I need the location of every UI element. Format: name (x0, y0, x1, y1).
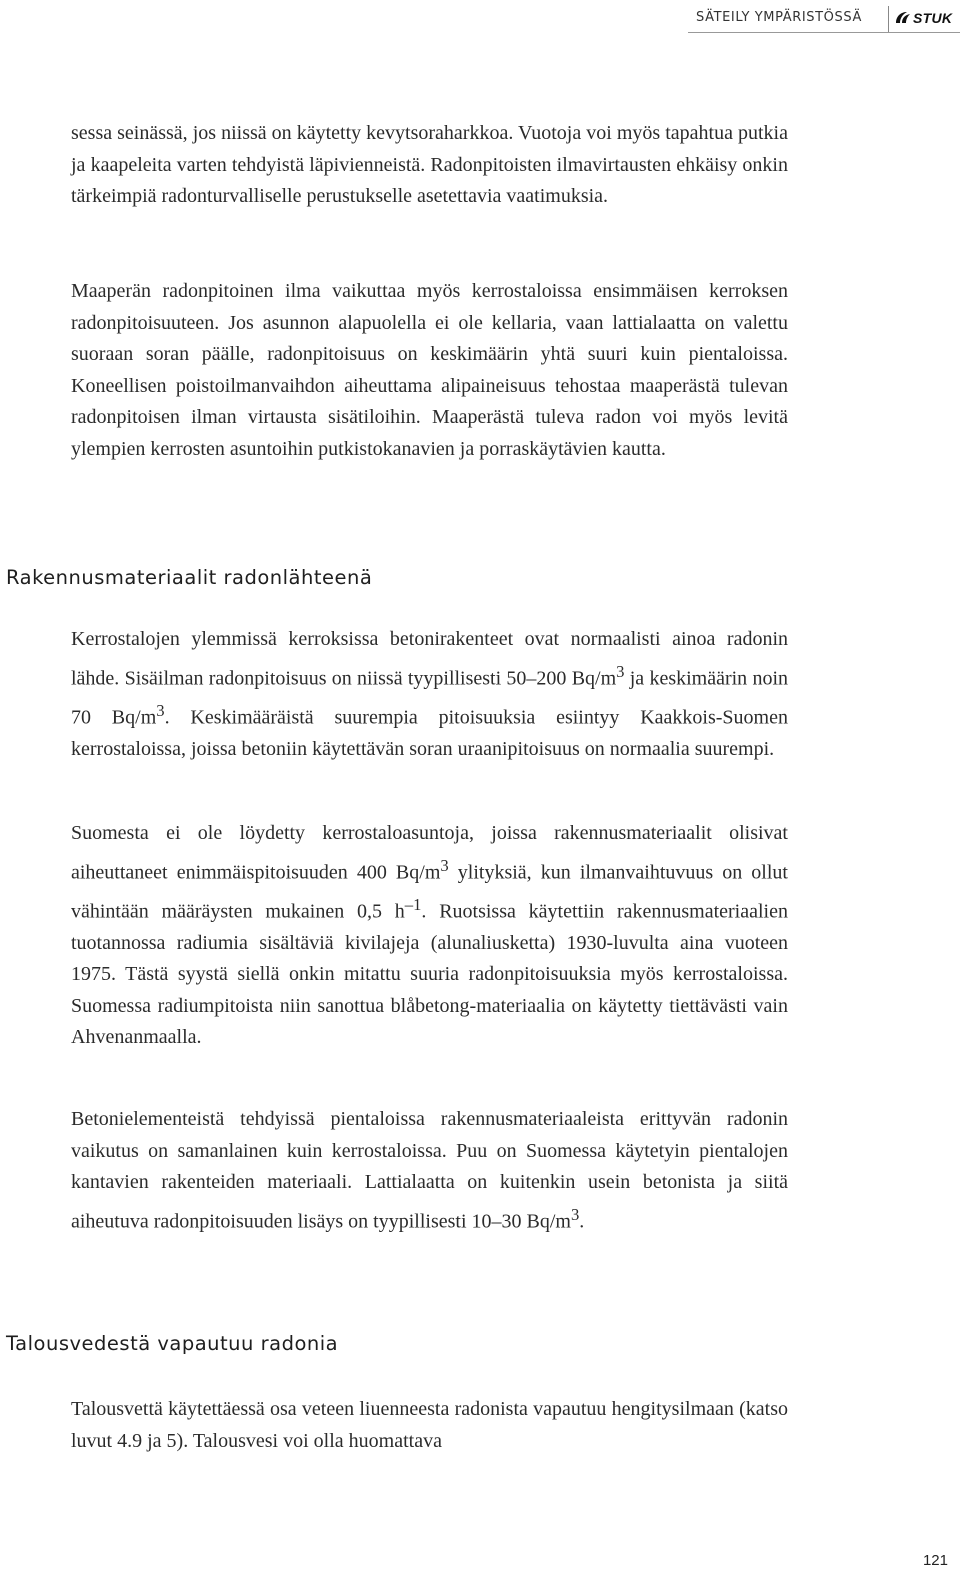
paragraph-text: Talousvettä käytettäessä osa veteen liuenneesta radonista vapautuu hengitysilmaan (katso luvut 4.9 ja 5). Talousvesi voi olla huomattava (71, 1398, 788, 1452)
paragraph-text: Maaperän radonpitoinen ilma vaikuttaa myös kerrostaloissa ensimmäisen kerroksen radonpitoisuuteen. Jos asunnon alapuolella ei ole kellaria, vaan lattialaatta on valettu suoraan soran päälle, radonpitoisuus on keskimäärin yhtä suuri kuin pientaloissa. Koneellisen poistoilmanvaihdon aiheuttama alipaineisuus tehostaa maaperästä tulevan radonpitoisen ilman virtausta sisätiloihin. Maaperästä tuleva radon voi myös levitä ylempien kerrosten asuntoihin putkistokanavien ja porraskäytävien kautta. (71, 280, 788, 460)
paragraph-text: Suomesta ei ole löydetty kerrostaloasuntoja, joissa rakennusmateriaalit olisivat aiheuttaneet enimmäispitoisuuden 400 $Bq/m^3$ ylityksiä, kun ilmanvaihtuvuus on ollut vähintään määräysten mukainen 0,5 $h^{-1}$. Ruotsissa käytettiin rakennusmateriaalien tuotannossa radiumia sisältäviä kivilajeja (alunaliusketta) 1930-luvulta aina vuoteen 1975. Tästä syystä siellä onkin mitattu suuria radonpitoisuuksia myös kerrostaloissa. Suomessa radiumpitoista niin sanottua blåbetong-materiaalia on käytetty tiettävästi vain Ahvenanmaalla. (71, 822, 788, 1049)
paragraph-1 (71, 118, 788, 213)
paragraph-2 (71, 276, 788, 465)
page-number: 121 (922, 1552, 948, 1569)
paragraph-6 (71, 1394, 788, 1457)
paragraph-text: sessa seinässä, jos niissä on käytetty kevytsoraharkkoa. Vuotoja voi myös tapahtua putkia ja kaapeleita varten tehdyistä läpivienneistä. Radonpitoisten ilmavirtausten ehkäisy onkin tärkeimpiä radonturvalliselle perustukselle asetettavia vaatimuksia. (71, 122, 788, 207)
paragraph-text: Betonielementeistä tehdyissä pientaloissa rakennusmateriaaleista erittyvän radonin vaikutus on samanlainen kuin kerrostaloissa. Puu on Suomessa käytetyin pientalojen kantavien rakenteiden materiaali. Lattialaatta on kuitenkin usein betonista ja siitä aiheutuva radonpitoisuuden lisäys on tyypillisesti 10–30 $Bq/m^3$. (71, 1108, 788, 1233)
superscript: 3 (570, 1204, 580, 1224)
section-heading-building-materials: Rakennusmateriaalit radonlähteenä (6, 566, 373, 589)
paragraph-text: Kerrostalojen ylemmissä kerroksissa betonirakenteet ovat normaalisti ainoa radonin lähde. Sisäilman radonpitoisuus on niissä tyypillisesti 50–200 $Bq/m^3$ ja keskimäärin noin 70 $Bq/m^3$. Keskimääräistä suurempia pitoisuuksia esiintyy Kaakkois-Suomen kerrostaloissa, joissa betoniin käytettävän soran uraanipitoisuus on normaalia suurempi. (71, 628, 789, 760)
superscript: 3 (440, 855, 449, 875)
superscript: –1 (404, 894, 422, 914)
header-divider (888, 6, 889, 32)
paragraph-3 (71, 624, 788, 765)
stuk-logo (894, 10, 952, 26)
superscript: 3 (156, 700, 165, 720)
paragraph-4 (71, 818, 788, 1054)
running-header (688, 6, 960, 33)
section-title: SÄTEILY YMPÄRISTÖSSÄ (696, 10, 862, 25)
stuk-logo-text: STUK (913, 10, 953, 26)
section-heading-tap-water: Talousvedestä vapautuu radonia (6, 1332, 339, 1355)
stuk-logo-icon (894, 11, 912, 25)
paragraph-5 (71, 1104, 788, 1238)
superscript: 3 (616, 661, 625, 681)
